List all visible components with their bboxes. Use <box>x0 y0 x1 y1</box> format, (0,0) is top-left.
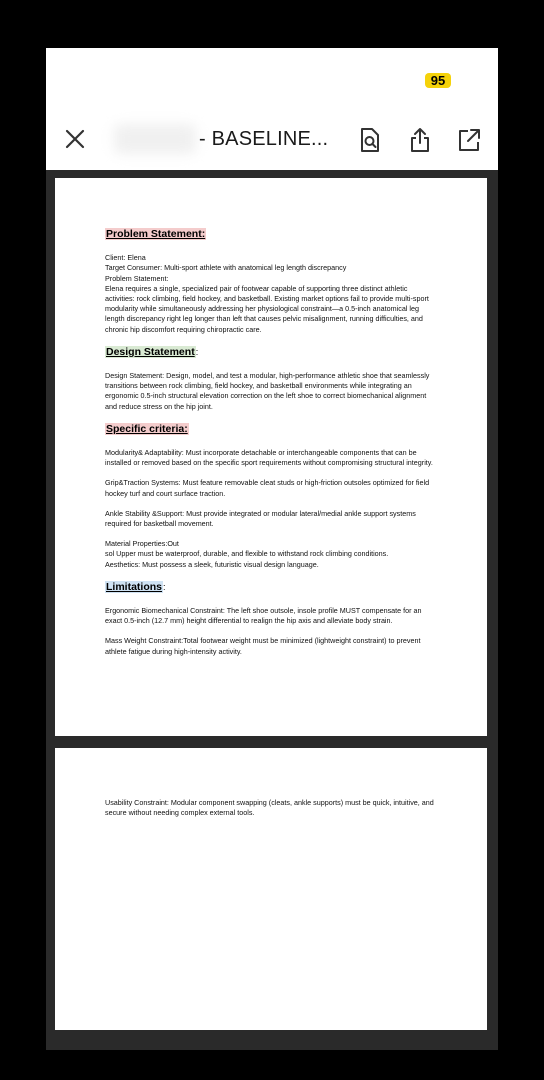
document-page-1 <box>55 178 487 736</box>
limitation-ergonomic: Ergonomic Biomechanical Constraint: The left shoe outsole, insole profile MUST compensate for an exact 0.5-inch (12.7 mm) height differential to realign the hip axis and alleviate body strain. <box>105 606 422 626</box>
limitation-mass-weight: Mass Weight Constraint:Total footwear weight must be minimized (lightweight constraint) to prevent athlete fatigue during high-intensity activity. <box>105 636 421 656</box>
problem-statement-heading: Problem Statement: <box>106 228 206 240</box>
open-external-icon[interactable] <box>457 127 481 153</box>
criteria-ankle: Ankle Stability &Support: Must provide integrated or modular lateral/medial ankle support systems required for basketball movement. <box>105 508 416 529</box>
criteria-material-label: Material Properties:Out <box>105 539 179 549</box>
close-icon[interactable] <box>64 128 86 150</box>
page-2-content <box>105 798 435 818</box>
document-viewer <box>46 48 498 1050</box>
criteria-grip: Grip&Traction Systems: Must feature removable cleat studs or high-friction outsoles optimized for field hockey turf and court surface traction. <box>105 478 430 498</box>
problem-label: Problem Statement: <box>105 273 169 283</box>
score-badge: 95 <box>425 73 451 88</box>
client-line: Client: Elena <box>105 253 146 263</box>
specific-criteria-heading: Specific criteria: <box>106 422 188 435</box>
document-title: - BASELINE... <box>199 128 329 150</box>
page-1-content <box>105 228 435 667</box>
design-text: Design Statement: Design, model, and test a modular, high-performance athletic shoe that seamlessly transitions between rock climbing, field hockey, and basketball environments while integrating an ergonomic 0.5-inch structural elevation correction on the left shoe to correct biomechanical alignment and reduce stress on the hip joint. <box>105 371 430 411</box>
design-statement-heading: Design Statement <box>106 345 195 358</box>
criteria-modularity: Modularity& Adaptability: Must incorporate detachable or interchangeable components that can be installed or removed based on the specific sport requirements without compromising structural integrity. <box>105 448 433 468</box>
blurred-document-name <box>114 124 196 154</box>
top-bar <box>46 48 498 170</box>
document-search-icon[interactable] <box>358 127 382 153</box>
document-page-2 <box>55 748 487 1030</box>
problem-text: Elena requires a single, specialized pair of footwear capable of supporting three distinct athletic activities: rock climbing, field hockey, and basketball. Existing market options fail to provide multi-sport modularity while simultaneously addressing her physiological constraint—a 0.5-inch anatomical leg length discrepancy right leg longer than left that causes pelvic misalignment, running difficulties, and chronic hip discomfort requiring chiropractic care. <box>105 283 429 334</box>
limitations-heading-colon: : <box>163 581 166 592</box>
design-heading-colon: : <box>195 346 199 357</box>
limitations-heading: Limitations <box>106 580 163 593</box>
criteria-material-text: sol Upper must be waterproof, durable, and flexible to withstand rock climbing conditions. <box>105 549 389 559</box>
target-consumer-line: Target Consumer: Multi-sport athlete with anatomical leg length discrepancy <box>105 263 347 273</box>
share-icon[interactable] <box>408 127 432 153</box>
criteria-aesthetics: Aesthetics: Must possess a sleek, futuristic visual design language. <box>105 559 319 569</box>
limitation-usability: Usability Constraint: Modular component swapping (cleats, ankle supports) must be quick, intuitive, and secure without needing complex external tools. <box>105 798 434 818</box>
